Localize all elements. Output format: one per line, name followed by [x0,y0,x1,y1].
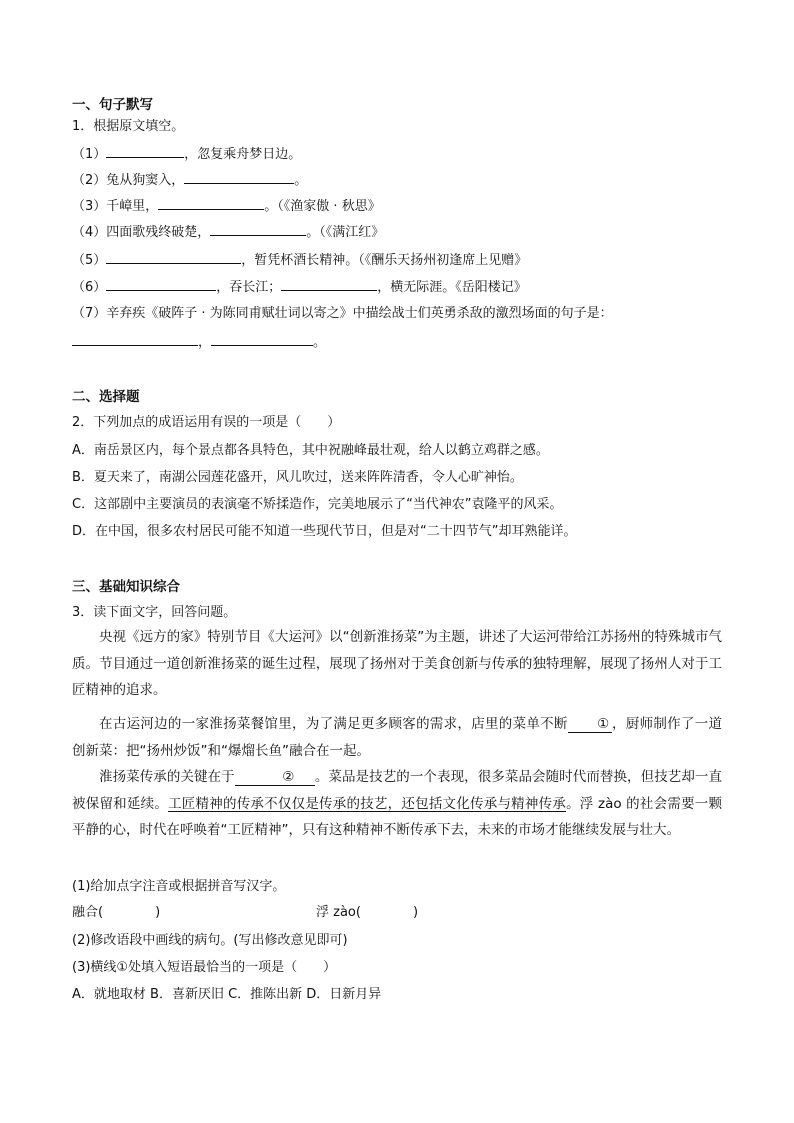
sub-question-1: (1)给加点字注音或根据拼音写汉字。 [72,879,286,894]
section2-heading: 二、选择题 [72,389,140,405]
blank-1[interactable]: ① [568,716,612,733]
sub-question-1-b[interactable]: 浮 zào( ) [316,905,419,920]
answer-blank[interactable] [210,222,306,236]
answer-blank[interactable] [158,196,264,210]
section3-heading: 三、基础知识综合 [72,579,180,595]
fill-item-7: （7）辛弃疾《破阵子 · 为陈同甫赋壮词以寄之》中描绘战士们英勇杀敌的激烈场面的句子是： [72,306,613,321]
section1-heading: 一、句子默写 [72,97,153,113]
answer-blank[interactable] [106,144,184,158]
answer-blank[interactable] [184,170,294,184]
blank-2[interactable]: ② [235,769,315,786]
option-d[interactable]: D．在中国，很多农村居民可能不知道一些现代节日，但是对“二十四节气”却耳熟能详。 [72,524,577,539]
sub-question-3-options[interactable]: A．就地取材 B．喜新厌旧 C．推陈出新 D．日新月异 [72,987,382,1002]
answer-blank[interactable] [106,250,241,264]
option-a[interactable]: A．南岳景区内，每个景点都各具特色，其中祝融峰最壮观，给人以鹤立鸡群之感。 [72,443,549,458]
question-1: 1．根据原文填空。 [72,119,185,134]
fill-item-7-answer: ， 。 [72,332,326,352]
fill-item-4: （4）四面歌残终破楚， 。（《满江红》 [72,222,384,242]
passage-paragraph-3: 淮扬菜传承的关键在于 ② 。菜品是技艺的一个表现，很多菜品会随时代而替换，但技艺却一直被保留和延续。工匠精神的传承不仅仅是传承的技艺，还包括文化传承与精神传承。浮 zào 的社会需要一颗平静的心，时代在呼唤着“工匠精神”，只有这种精神不断传承下去，未来的市场才能继续发展与壮大。 [72,769,723,838]
answer-blank[interactable] [72,332,198,346]
sub-question-1-a[interactable]: 融合( ) [72,905,161,920]
question-3: 3．读下面文字，回答问题。 [72,605,237,620]
fill-item-3: （3）千嶂里， 。（《渔家傲 · 秋思》 [72,196,381,216]
answer-blank[interactable] [281,277,377,291]
answer-blank[interactable] [106,277,216,291]
fill-item-2: （2）兔从狗窦入， 。 [72,170,307,190]
option-b[interactable]: B．夏天来了，南湖公园莲花盛开，风儿吹过，送来阵阵清香，令人心旷神怡。 [72,470,523,485]
fill-item-5: （5） ，暂凭杯酒长精神。（《酬乐天扬州初逢席上见赠》 [72,250,527,270]
option-c[interactable]: C．这部剧中主要演员的表演毫不矫揉造作，完美地展示了“当代神农”袁隆平的风采。 [72,497,563,512]
fill-item-1: （1） ，忽复乘舟梦日边。 [72,144,301,164]
fill-item-6: （6） ，吞长江； ，横无际涯。《岳阳楼记》 [72,277,527,297]
question-2: 2．下列加点的成语运用有误的一项是（ ） [72,415,341,430]
underlined-sentence: 工匠精神的传承不仅仅是传承的技艺，还包括文化传承与精神传承 [168,795,567,812]
passage-paragraph-2: 在古运河边的一家淮扬菜餐馆里，为了满足更多顾客的需求，店里的菜单不断 ① ，厨师制作了一道创新菜：把“扬州炒饭”和“爆熘长鱼”融合在一起。 [72,716,723,759]
passage-paragraph-1: 央视《远方的家》特别节目《大运河》以“创新淮扬菜”为主题，讲述了大运河带给江苏扬州的特殊城市气质。节目通过一道创新淮扬菜的诞生过程，展现了扬州对于美食创新与传承的独特理解，展现了扬州人对于工匠精神的追求。 [72,629,722,698]
answer-blank[interactable] [211,332,313,346]
sub-question-3: (3)横线①处填入短语最恰当的一项是（ ） [72,960,337,975]
sub-question-2: (2)修改语段中画线的病句。(写出修改意见即可) [72,933,348,948]
